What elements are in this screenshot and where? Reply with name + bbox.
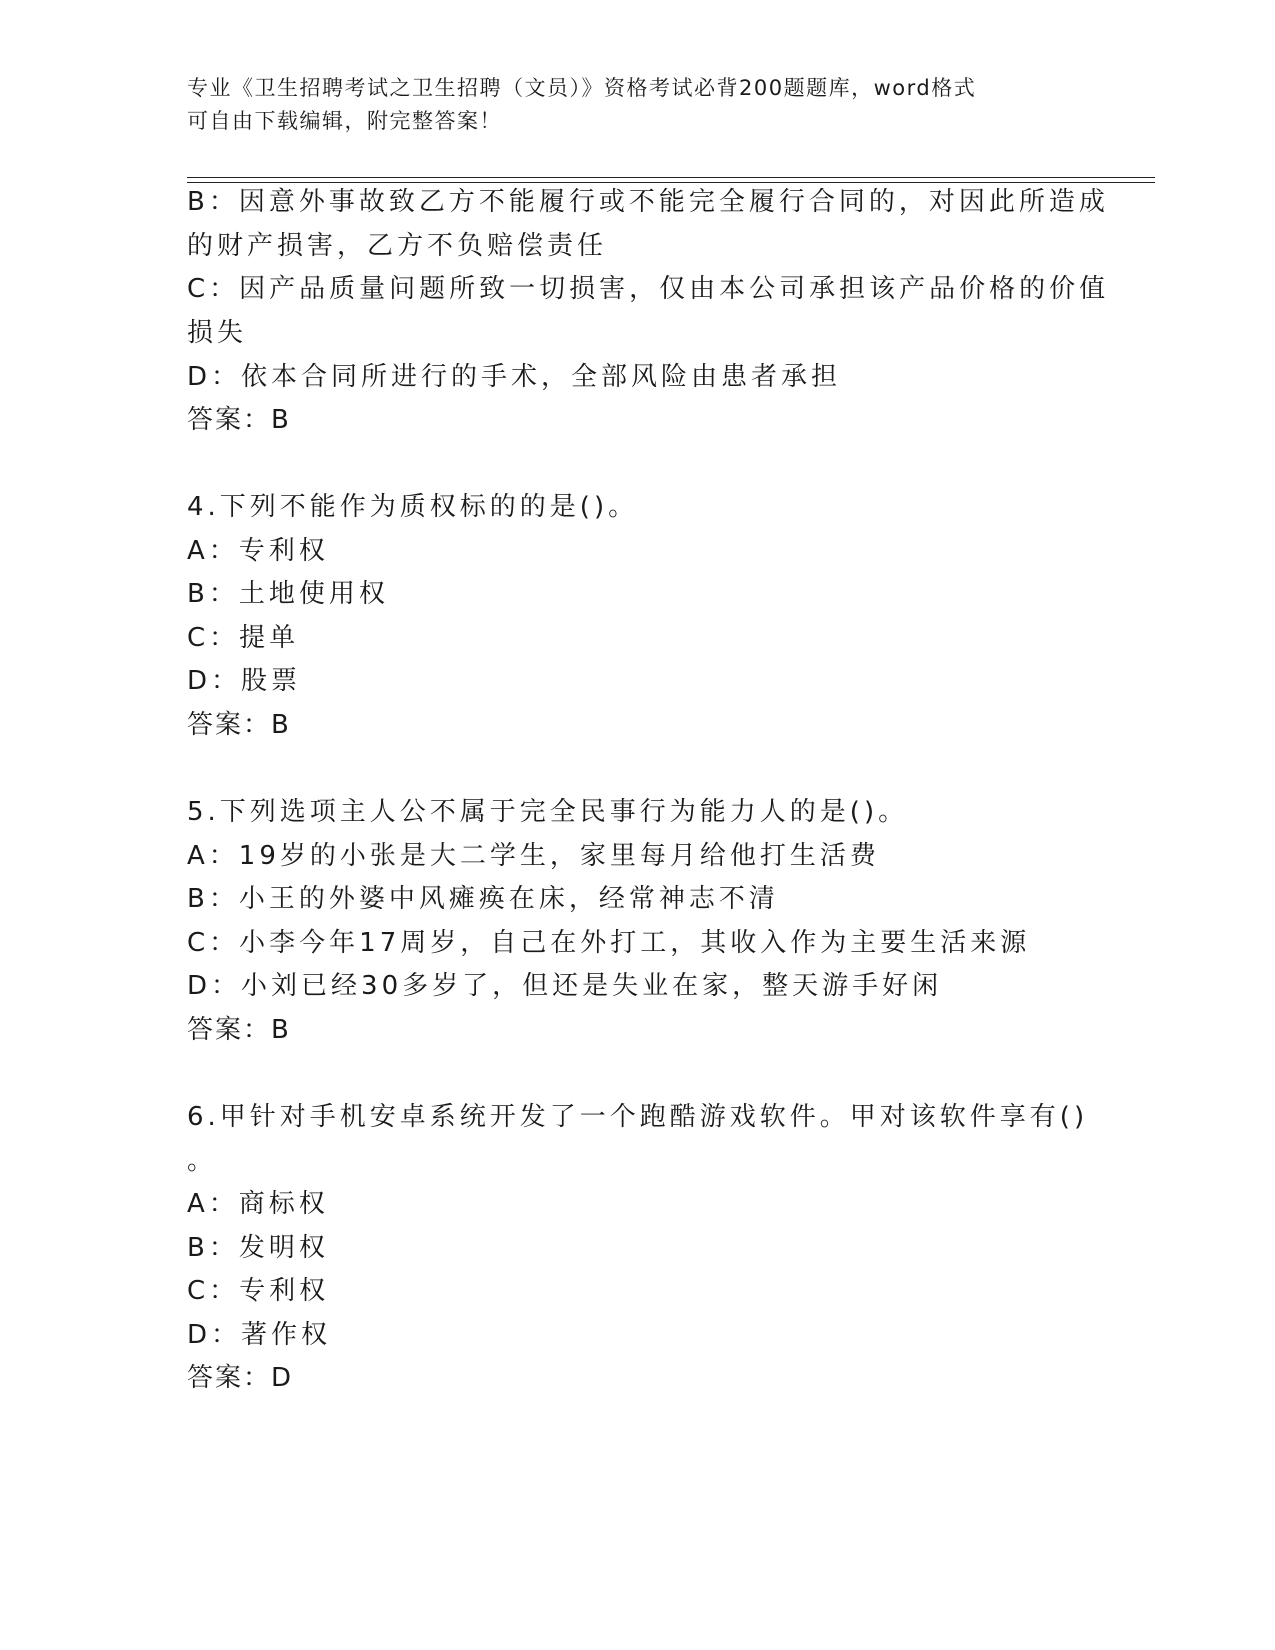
q3-option-c-line-1: C：因产品质量问题所致一切损害，仅由本公司承担该产品价格的价值 [187,274,1110,304]
q5-option-d: D：小刘已经30多岁了，但还是失业在家，整天游手好闲 [187,971,943,1001]
q4-option-d: D：股票 [187,666,302,696]
q6-option-a: A：商标权 [187,1189,329,1219]
q6-answer: 答案：D [187,1363,294,1393]
q5-answer: 答案：B [187,1015,291,1045]
q6-question-line-1: 6.甲针对手机安卓系统开发了一个跑酷游戏软件。甲对该软件享有() [187,1102,1089,1132]
q3-answer: 答案：B [187,405,291,435]
q3-option-d: D：依本合同所进行的手术，全部风险由患者承担 [187,362,842,392]
header-divider-top [187,177,1155,178]
header-title-line-2: 可自由下载编辑，附完整答案！ [187,109,502,133]
document-header [187,72,1067,138]
q6-option-b: B：发明权 [187,1233,329,1263]
q4-option-a: A：专利权 [187,536,329,566]
q5-option-b: B：小王的外婆中风瘫痪在床，经常神志不清 [187,884,779,914]
q4-question: 4.下列不能作为质权标的的是()。 [187,492,639,522]
q6-option-c: C：专利权 [187,1276,330,1306]
q3-option-b-line-1: B：因意外事故致乙方不能履行或不能完全履行合同的，对因此所造成 [187,187,1109,217]
q4-option-c: C：提单 [187,623,300,653]
q5-option-c: C：小李今年17周岁，自己在外打工，其收入作为主要生活来源 [187,928,1031,958]
q4-answer: 答案：B [187,710,291,740]
q5-question: 5.下列选项主人公不属于完全民事行为能力人的是()。 [187,797,909,827]
q3-option-c-line-2: 损失 [187,318,248,348]
q4-option-b: B：土地使用权 [187,579,389,609]
q6-option-d: D：著作权 [187,1320,332,1350]
q3-option-b-line-2: 的财产损害，乙方不负赔偿责任 [187,231,608,261]
q6-question-line-2: 。 [187,1146,218,1176]
q5-option-a: A：19岁的小张是大二学生，家里每月给他打生活费 [187,841,880,871]
header-title-line-1: 专业《卫生招聘考试之卫生招聘（文员）》资格考试必背200题题库，word格式 [187,76,977,100]
